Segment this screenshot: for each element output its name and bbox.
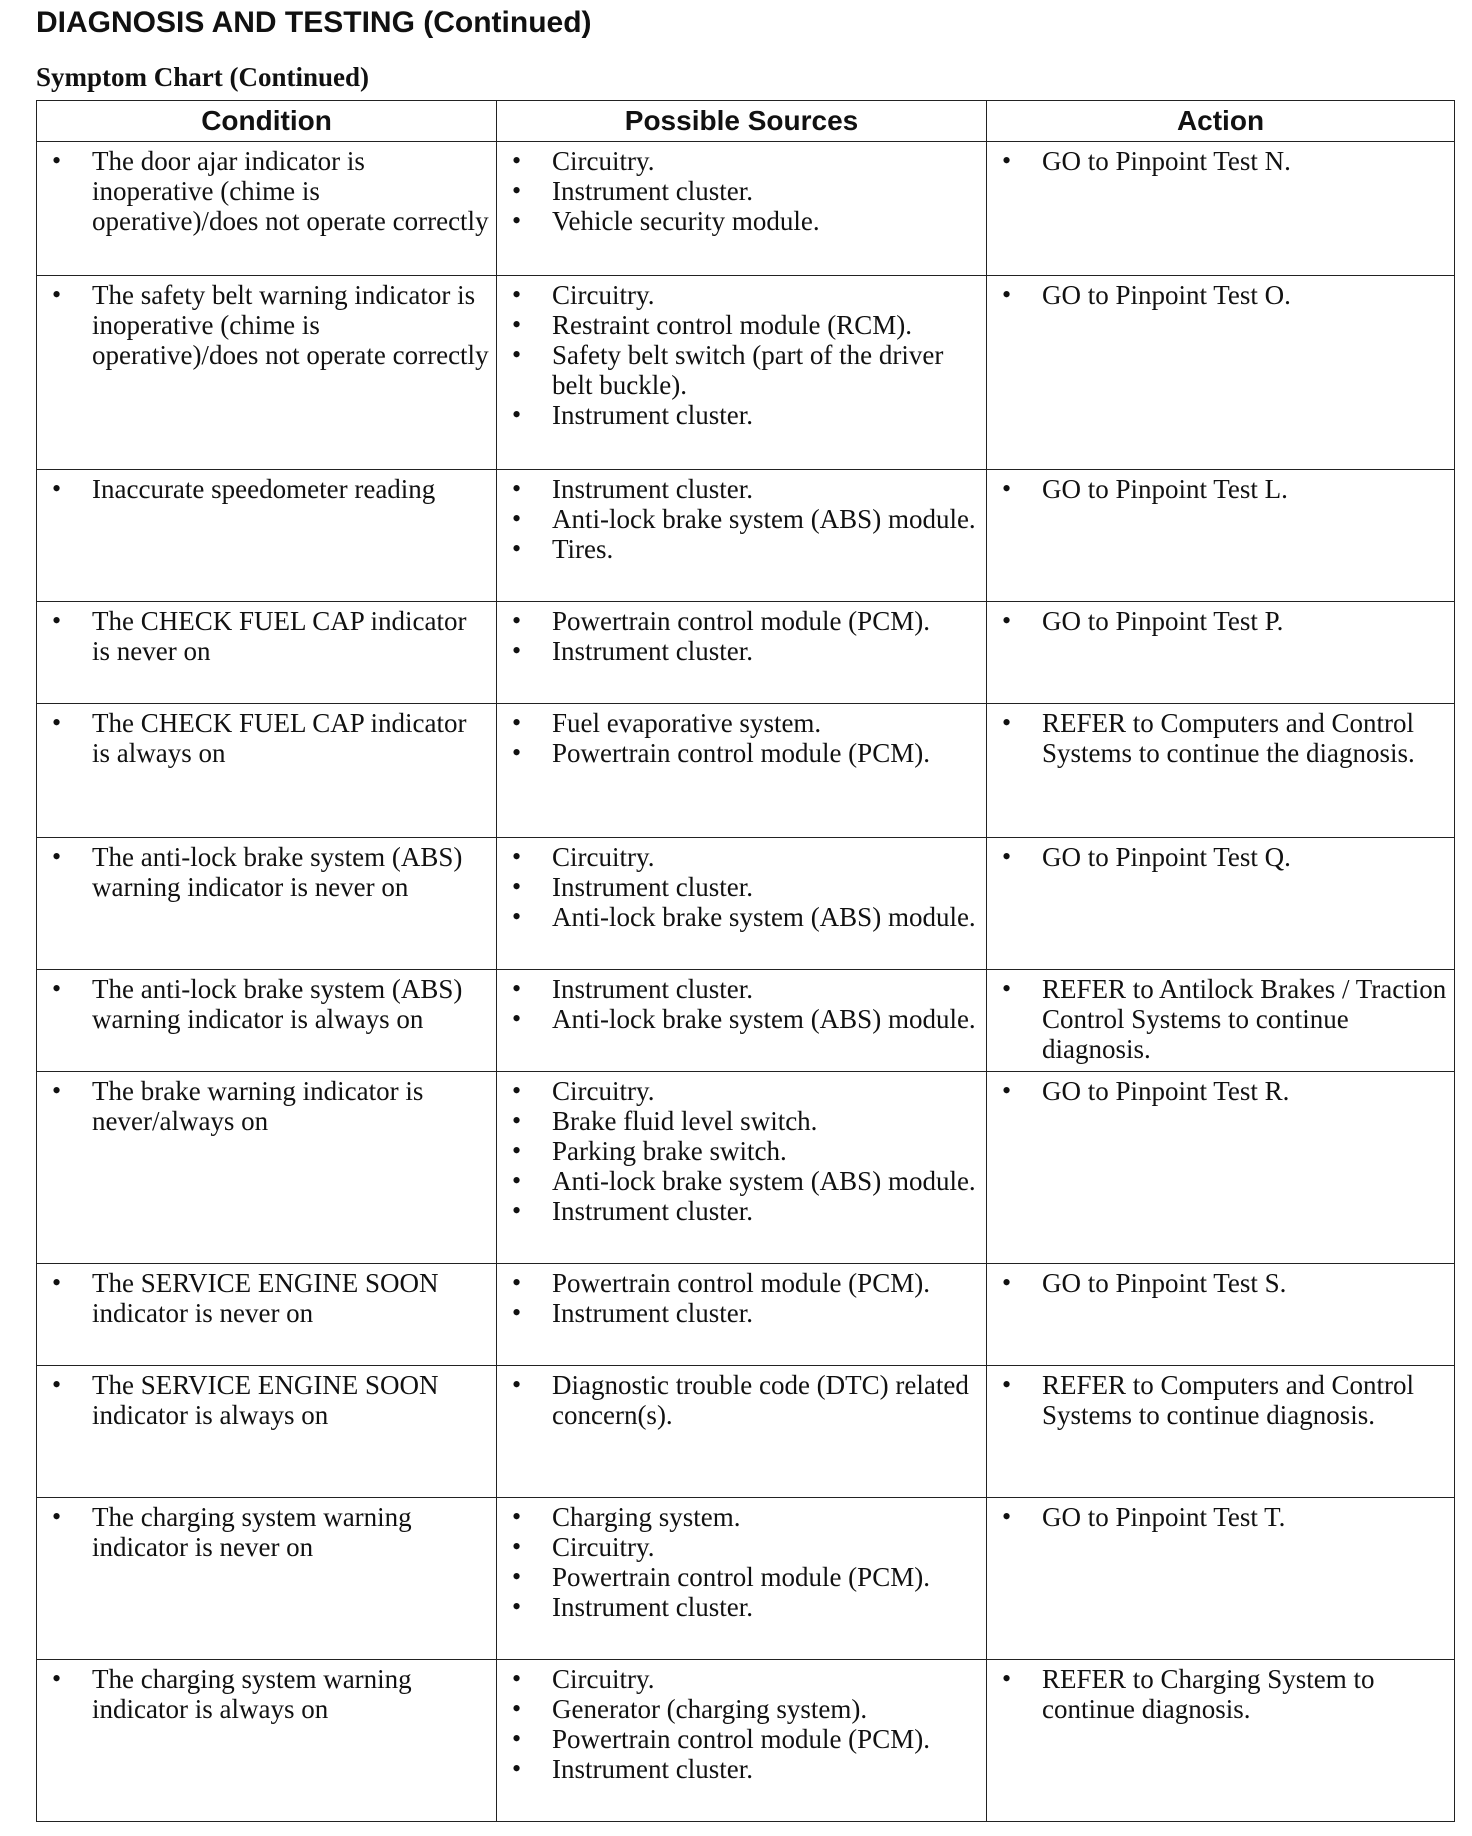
action-item: • GO to Pinpoint Test Q. — [993, 842, 1448, 872]
possible-sources-cell — [497, 602, 987, 704]
possible-source-item: • Safety belt switch (part of the driver belt buckle). — [503, 340, 980, 400]
possible-source-item: • Instrument cluster. — [503, 400, 980, 430]
action-item: • REFER to Antilock Brakes / Traction Control Systems to continue diagnosis. — [993, 974, 1448, 1064]
condition-list — [43, 474, 490, 504]
condition-list — [43, 974, 490, 1034]
action-list — [993, 146, 1448, 176]
possible-source-item: • Circuitry. — [503, 280, 980, 310]
possible-source-item: • Powertrain control module (PCM). — [503, 738, 980, 768]
possible-sources-list — [503, 474, 980, 564]
condition-cell — [37, 1264, 497, 1366]
possible-sources-cell — [497, 1660, 987, 1822]
possible-source-item: • Powertrain control module (PCM). — [503, 1724, 980, 1754]
action-list — [993, 606, 1448, 636]
condition-cell — [37, 602, 497, 704]
condition-text: • The SERVICE ENGINE SOON indicator is always on — [43, 1370, 490, 1430]
possible-source-item: • Powertrain control module (PCM). — [503, 606, 980, 636]
column-header-action: Action — [987, 101, 1455, 142]
condition-text: • The door ajar indicator is inoperative (chime is operative)/does not operate correctly — [43, 146, 490, 236]
condition-cell — [37, 1498, 497, 1660]
table-row — [37, 602, 1455, 704]
possible-source-item: • Instrument cluster. — [503, 636, 980, 666]
possible-source-item: • Instrument cluster. — [503, 1196, 980, 1226]
action-item: • REFER to Charging System to continue diagnosis. — [993, 1664, 1448, 1724]
condition-cell — [37, 704, 497, 838]
table-row — [37, 838, 1455, 970]
possible-sources-list — [503, 708, 980, 768]
action-list — [993, 1664, 1448, 1724]
action-cell — [987, 142, 1455, 276]
possible-sources-list — [503, 1076, 980, 1226]
possible-sources-list — [503, 280, 980, 430]
possible-source-item: • Circuitry. — [503, 146, 980, 176]
table-row — [37, 1660, 1455, 1822]
action-list — [993, 474, 1448, 504]
condition-cell — [37, 838, 497, 970]
possible-sources-cell — [497, 838, 987, 970]
condition-cell — [37, 1072, 497, 1264]
possible-sources-cell — [497, 470, 987, 602]
column-header-possible-sources: Possible Sources — [497, 101, 987, 142]
condition-list — [43, 1076, 490, 1136]
possible-sources-list — [503, 1268, 980, 1328]
condition-text: • The brake warning indicator is never/always on — [43, 1076, 490, 1136]
possible-source-item: • Circuitry. — [503, 1076, 980, 1106]
action-list — [993, 708, 1448, 768]
possible-sources-cell — [497, 970, 987, 1072]
table-row — [37, 970, 1455, 1072]
action-cell — [987, 1072, 1455, 1264]
condition-list — [43, 842, 490, 902]
action-cell — [987, 838, 1455, 970]
possible-source-item: • Anti-lock brake system (ABS) module. — [503, 1166, 980, 1196]
condition-cell — [37, 276, 497, 470]
condition-list — [43, 146, 490, 236]
table-row — [37, 470, 1455, 602]
possible-sources-list — [503, 1502, 980, 1622]
possible-source-item: • Instrument cluster. — [503, 1754, 980, 1784]
condition-text: • The SERVICE ENGINE SOON indicator is never on — [43, 1268, 490, 1328]
action-item: • GO to Pinpoint Test P. — [993, 606, 1448, 636]
action-list — [993, 842, 1448, 872]
possible-source-item: • Anti-lock brake system (ABS) module. — [503, 504, 980, 534]
condition-cell — [37, 1660, 497, 1822]
condition-text: • The anti-lock brake system (ABS) warning indicator is always on — [43, 974, 490, 1034]
action-item: • GO to Pinpoint Test N. — [993, 146, 1448, 176]
table-row — [37, 1072, 1455, 1264]
possible-source-item: • Parking brake switch. — [503, 1136, 980, 1166]
page — [36, 6, 1456, 1822]
condition-cell — [37, 1366, 497, 1498]
action-cell — [987, 704, 1455, 838]
possible-sources-cell — [497, 276, 987, 470]
possible-source-item: • Instrument cluster. — [503, 872, 980, 902]
possible-sources-list — [503, 974, 980, 1034]
condition-cell — [37, 970, 497, 1072]
possible-source-item: • Circuitry. — [503, 842, 980, 872]
possible-source-item: • Instrument cluster. — [503, 1592, 980, 1622]
condition-list — [43, 708, 490, 768]
action-list — [993, 1076, 1448, 1106]
condition-text: • The anti-lock brake system (ABS) warning indicator is never on — [43, 842, 490, 902]
action-list — [993, 1370, 1448, 1430]
possible-sources-cell — [497, 1498, 987, 1660]
page-title: DIAGNOSIS AND TESTING (Continued) — [36, 6, 592, 39]
possible-sources-cell — [497, 142, 987, 276]
action-item: • GO to Pinpoint Test L. — [993, 474, 1448, 504]
possible-source-item: • Tires. — [503, 534, 980, 564]
condition-list — [43, 606, 490, 666]
action-item: • GO to Pinpoint Test T. — [993, 1502, 1448, 1532]
action-cell — [987, 602, 1455, 704]
condition-list — [43, 1502, 490, 1562]
possible-source-item: • Fuel evaporative system. — [503, 708, 980, 738]
action-list — [993, 1502, 1448, 1532]
action-list — [993, 974, 1448, 1064]
condition-list — [43, 1268, 490, 1328]
possible-sources-cell — [497, 704, 987, 838]
condition-text: • The charging system warning indicator is never on — [43, 1502, 490, 1562]
action-cell — [987, 470, 1455, 602]
action-item: • GO to Pinpoint Test O. — [993, 280, 1448, 310]
condition-text: • Inaccurate speedometer reading — [43, 474, 490, 504]
action-cell — [987, 1366, 1455, 1498]
possible-source-item: • Diagnostic trouble code (DTC) related concern(s). — [503, 1370, 980, 1430]
action-item: • REFER to Computers and Control Systems to continue the diagnosis. — [993, 708, 1448, 768]
possible-sources-cell — [497, 1264, 987, 1366]
possible-source-item: • Generator (charging system). — [503, 1694, 980, 1724]
action-cell — [987, 1660, 1455, 1822]
table-row — [37, 704, 1455, 838]
possible-sources-list — [503, 146, 980, 236]
action-list — [993, 1268, 1448, 1298]
possible-source-item: • Instrument cluster. — [503, 474, 980, 504]
action-item: • REFER to Computers and Control Systems to continue diagnosis. — [993, 1370, 1448, 1430]
action-cell — [987, 1498, 1455, 1660]
possible-source-item: • Charging system. — [503, 1502, 980, 1532]
table-row — [37, 276, 1455, 470]
column-header-condition: Condition — [37, 101, 497, 142]
possible-source-item: • Instrument cluster. — [503, 974, 980, 1004]
possible-source-item: • Restraint control module (RCM). — [503, 310, 980, 340]
table-header-row — [37, 101, 1455, 142]
action-item: • GO to Pinpoint Test S. — [993, 1268, 1448, 1298]
possible-sources-list — [503, 606, 980, 666]
possible-source-item: • Brake fluid level switch. — [503, 1106, 980, 1136]
action-item: • GO to Pinpoint Test R. — [993, 1076, 1448, 1106]
possible-source-item: • Powertrain control module (PCM). — [503, 1268, 980, 1298]
possible-sources-list — [503, 1664, 980, 1784]
possible-source-item: • Circuitry. — [503, 1664, 980, 1694]
section-subtitle: Symptom Chart (Continued) — [36, 62, 370, 92]
possible-sources-cell — [497, 1072, 987, 1264]
possible-sources-list — [503, 1370, 980, 1430]
table-row — [37, 1498, 1455, 1660]
condition-text: • The charging system warning indicator is always on — [43, 1664, 490, 1724]
action-cell — [987, 970, 1455, 1072]
condition-list — [43, 1370, 490, 1430]
table-body — [37, 142, 1455, 1822]
possible-source-item: • Anti-lock brake system (ABS) module. — [503, 1004, 980, 1034]
action-cell — [987, 1264, 1455, 1366]
possible-source-item: • Instrument cluster. — [503, 176, 980, 206]
possible-sources-cell — [497, 1366, 987, 1498]
condition-text: • The CHECK FUEL CAP indicator is never on — [43, 606, 490, 666]
symptom-chart-table — [36, 100, 1455, 1822]
table-row — [37, 142, 1455, 276]
possible-source-item: • Circuitry. — [503, 1532, 980, 1562]
condition-text: • The CHECK FUEL CAP indicator is always on — [43, 708, 490, 768]
table-row — [37, 1264, 1455, 1366]
possible-source-item: • Anti-lock brake system (ABS) module. — [503, 902, 980, 932]
action-cell — [987, 276, 1455, 470]
condition-cell — [37, 142, 497, 276]
table-row — [37, 1366, 1455, 1498]
action-list — [993, 280, 1448, 310]
possible-source-item: • Instrument cluster. — [503, 1298, 980, 1328]
condition-text: • The safety belt warning indicator is inoperative (chime is operative)/does not operate correctly — [43, 280, 490, 370]
possible-source-item: • Powertrain control module (PCM). — [503, 1562, 980, 1592]
condition-list — [43, 280, 490, 370]
possible-source-item: • Vehicle security module. — [503, 206, 980, 236]
condition-cell — [37, 470, 497, 602]
condition-list — [43, 1664, 490, 1724]
possible-sources-list — [503, 842, 980, 932]
